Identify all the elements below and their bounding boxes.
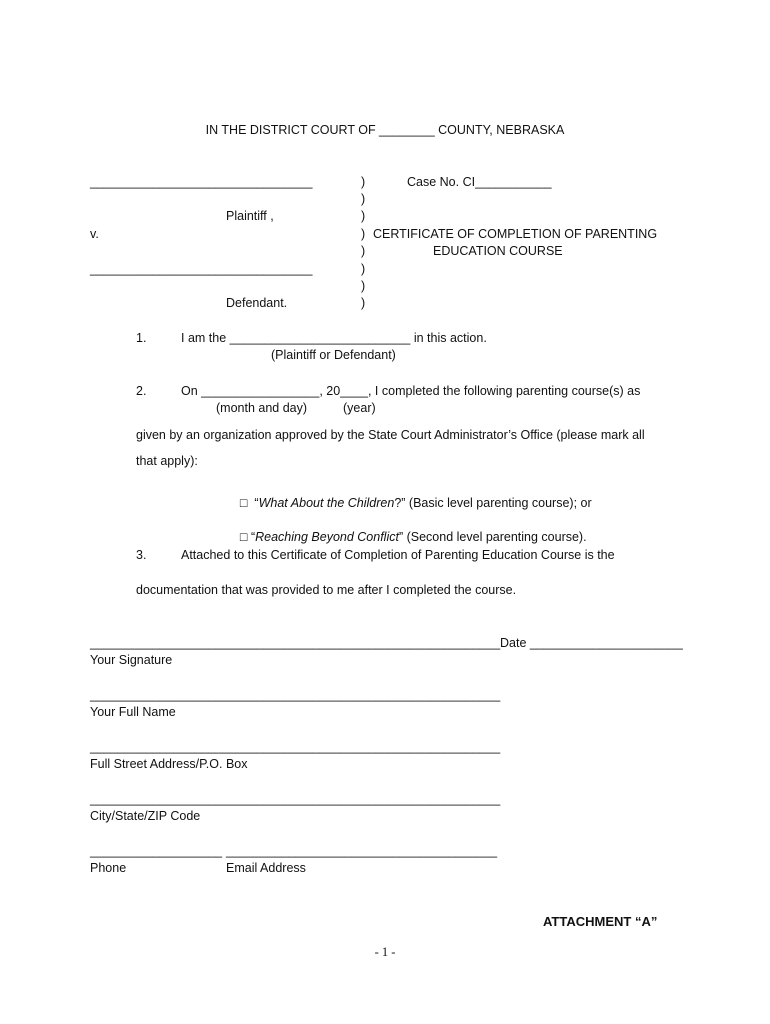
option-description: ?” (Basic level parenting course); or: [394, 495, 592, 510]
paragraph-3-continuation: documentation that was provided to me after I completed the course.: [136, 583, 517, 597]
caption-paren: ): [361, 209, 366, 223]
option-open-quote: “: [250, 529, 256, 544]
paragraph-3-number: 3.: [136, 548, 147, 562]
full-name-line[interactable]: ___________________________________________________________: [90, 688, 501, 702]
case-number: Case No. CI___________: [407, 175, 552, 189]
court-title: IN THE DISTRICT COURT OF ________ COUNTY, NEBRASKA: [205, 123, 565, 137]
city-state-zip-label: City/State/ZIP Code: [90, 809, 201, 823]
paragraph-2-continuation-2: that apply):: [136, 454, 198, 468]
versus-label: v.: [90, 227, 99, 241]
email-line[interactable]: _______________________________________: [226, 844, 498, 858]
street-address-line[interactable]: ___________________________________________________________: [90, 740, 501, 754]
caption-paren: ): [361, 279, 366, 293]
paragraph-1-number: 1.: [136, 331, 147, 345]
caption-paren: ): [361, 262, 366, 276]
caption-paren: ): [361, 227, 366, 241]
checkbox-icon[interactable]: □: [239, 529, 248, 544]
paragraph-2-continuation-1: given by an organization approved by the State Court Administrator’s Office (please mark all: [136, 428, 645, 442]
attachment-label: ATTACHMENT “A”: [543, 914, 658, 929]
caption-paren: ): [361, 175, 366, 189]
plaintiff-label: Plaintiff ,: [226, 209, 274, 223]
caption-paren: ): [361, 192, 366, 206]
checkbox-icon[interactable]: □: [239, 495, 248, 510]
document-title-line1: CERTIFICATE OF COMPLETION OF PARENTING: [373, 227, 658, 241]
date-field[interactable]: Date ______________________: [500, 636, 683, 650]
page-number: - 1 -: [374, 945, 396, 959]
paragraph-1-hint: (Plaintiff or Defendant): [271, 348, 396, 362]
option-open-quote: “: [254, 495, 259, 510]
paragraph-2-hint-year: (year): [343, 401, 376, 415]
phone-line[interactable]: ___________________: [90, 844, 223, 858]
email-label: Email Address: [226, 861, 306, 875]
signature-line[interactable]: ___________________________________________________________: [90, 636, 501, 650]
defendant-line: ________________________________: [90, 262, 313, 276]
plaintiff-line: ________________________________: [90, 175, 313, 189]
paragraph-3-text: Attached to this Certificate of Completion of Parenting Education Course is the: [181, 548, 615, 562]
option-title: What About the Children: [258, 495, 395, 510]
phone-label: Phone: [90, 861, 127, 875]
full-name-label: Your Full Name: [90, 705, 176, 719]
paragraph-2-text: On _________________, 20____, I completed the following parenting course(s) as: [181, 384, 641, 398]
paragraph-1-text: I am the __________________________ in this action.: [181, 331, 487, 345]
signature-label: Your Signature: [90, 653, 173, 667]
city-state-zip-line[interactable]: ___________________________________________________________: [90, 792, 501, 806]
option-title: Reaching Beyond Conflict: [255, 529, 399, 544]
option-description: ” (Second level parenting course).: [398, 529, 587, 544]
defendant-label: Defendant.: [226, 296, 288, 310]
street-address-label: Full Street Address/P.O. Box: [90, 757, 248, 771]
caption-paren: ): [361, 244, 366, 258]
paragraph-2-hint-date: (month and day): [216, 401, 308, 415]
paragraph-2-number: 2.: [136, 384, 147, 398]
caption-paren: ): [361, 296, 366, 310]
document-title-line2: EDUCATION COURSE: [433, 244, 563, 258]
